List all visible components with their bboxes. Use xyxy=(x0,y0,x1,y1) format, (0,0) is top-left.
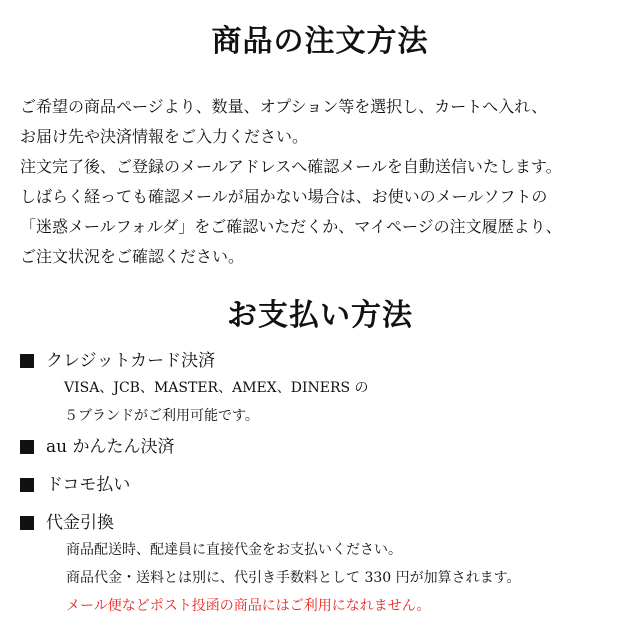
payment-method-title: お支払い方法 xyxy=(227,298,413,333)
method-label: ドコモ払い xyxy=(46,475,131,495)
order-instruction-line: ご注文状況をご確認ください。 xyxy=(20,247,245,266)
square-bullet-icon xyxy=(20,516,34,530)
square-bullet-icon xyxy=(20,354,34,368)
square-bullet-icon xyxy=(20,478,34,492)
method-warning: メール便などポスト投函の商品にはご利用になれません。 xyxy=(66,598,431,614)
payment-method-docomo xyxy=(20,472,620,498)
order-instruction-line: 注文完了後、ご登録のメールアドレスへ確認メールを自動送信いたします。 xyxy=(20,157,562,176)
method-header xyxy=(20,510,620,536)
order-instruction-line: ご希望の商品ページより、数量、オプション等を選択し、カートへ入れ、 xyxy=(20,97,548,116)
order-instruction-line: しばらく経っても確認メールが届かない場合は、お使いのメールソフトの xyxy=(20,187,548,206)
method-label: 代金引換 xyxy=(46,513,114,533)
order-instructions xyxy=(20,92,630,272)
method-header xyxy=(20,472,620,498)
method-detail: ５ブランドがご利用可能です。 xyxy=(64,408,259,424)
payment-method-credit-card xyxy=(20,348,620,430)
order-instruction-line: 「迷惑メールフォルダ」をご確認いただくか、マイページの注文履歴より、 xyxy=(20,217,562,236)
method-label: au かんたん決済 xyxy=(46,437,175,457)
method-detail: 商品配送時、配達員に直接代金をお支払いください。 xyxy=(66,542,402,558)
square-bullet-icon xyxy=(20,440,34,454)
method-detail: VISA、JCB、MASTER、AMEX、DINERS の xyxy=(64,380,369,396)
order-instruction-line: お届け先や決済情報をご入力ください。 xyxy=(20,127,309,146)
method-detail: 商品代金・送料とは別に、代引き手数料として 330 円が加算されます。 xyxy=(66,570,521,586)
method-header xyxy=(20,434,620,460)
payment-method-cash-on-delivery xyxy=(20,510,620,620)
method-label: クレジットカード決済 xyxy=(46,351,216,371)
method-header xyxy=(20,348,620,374)
payment-method-au xyxy=(20,434,620,460)
order-method-title: 商品の注文方法 xyxy=(211,24,429,59)
